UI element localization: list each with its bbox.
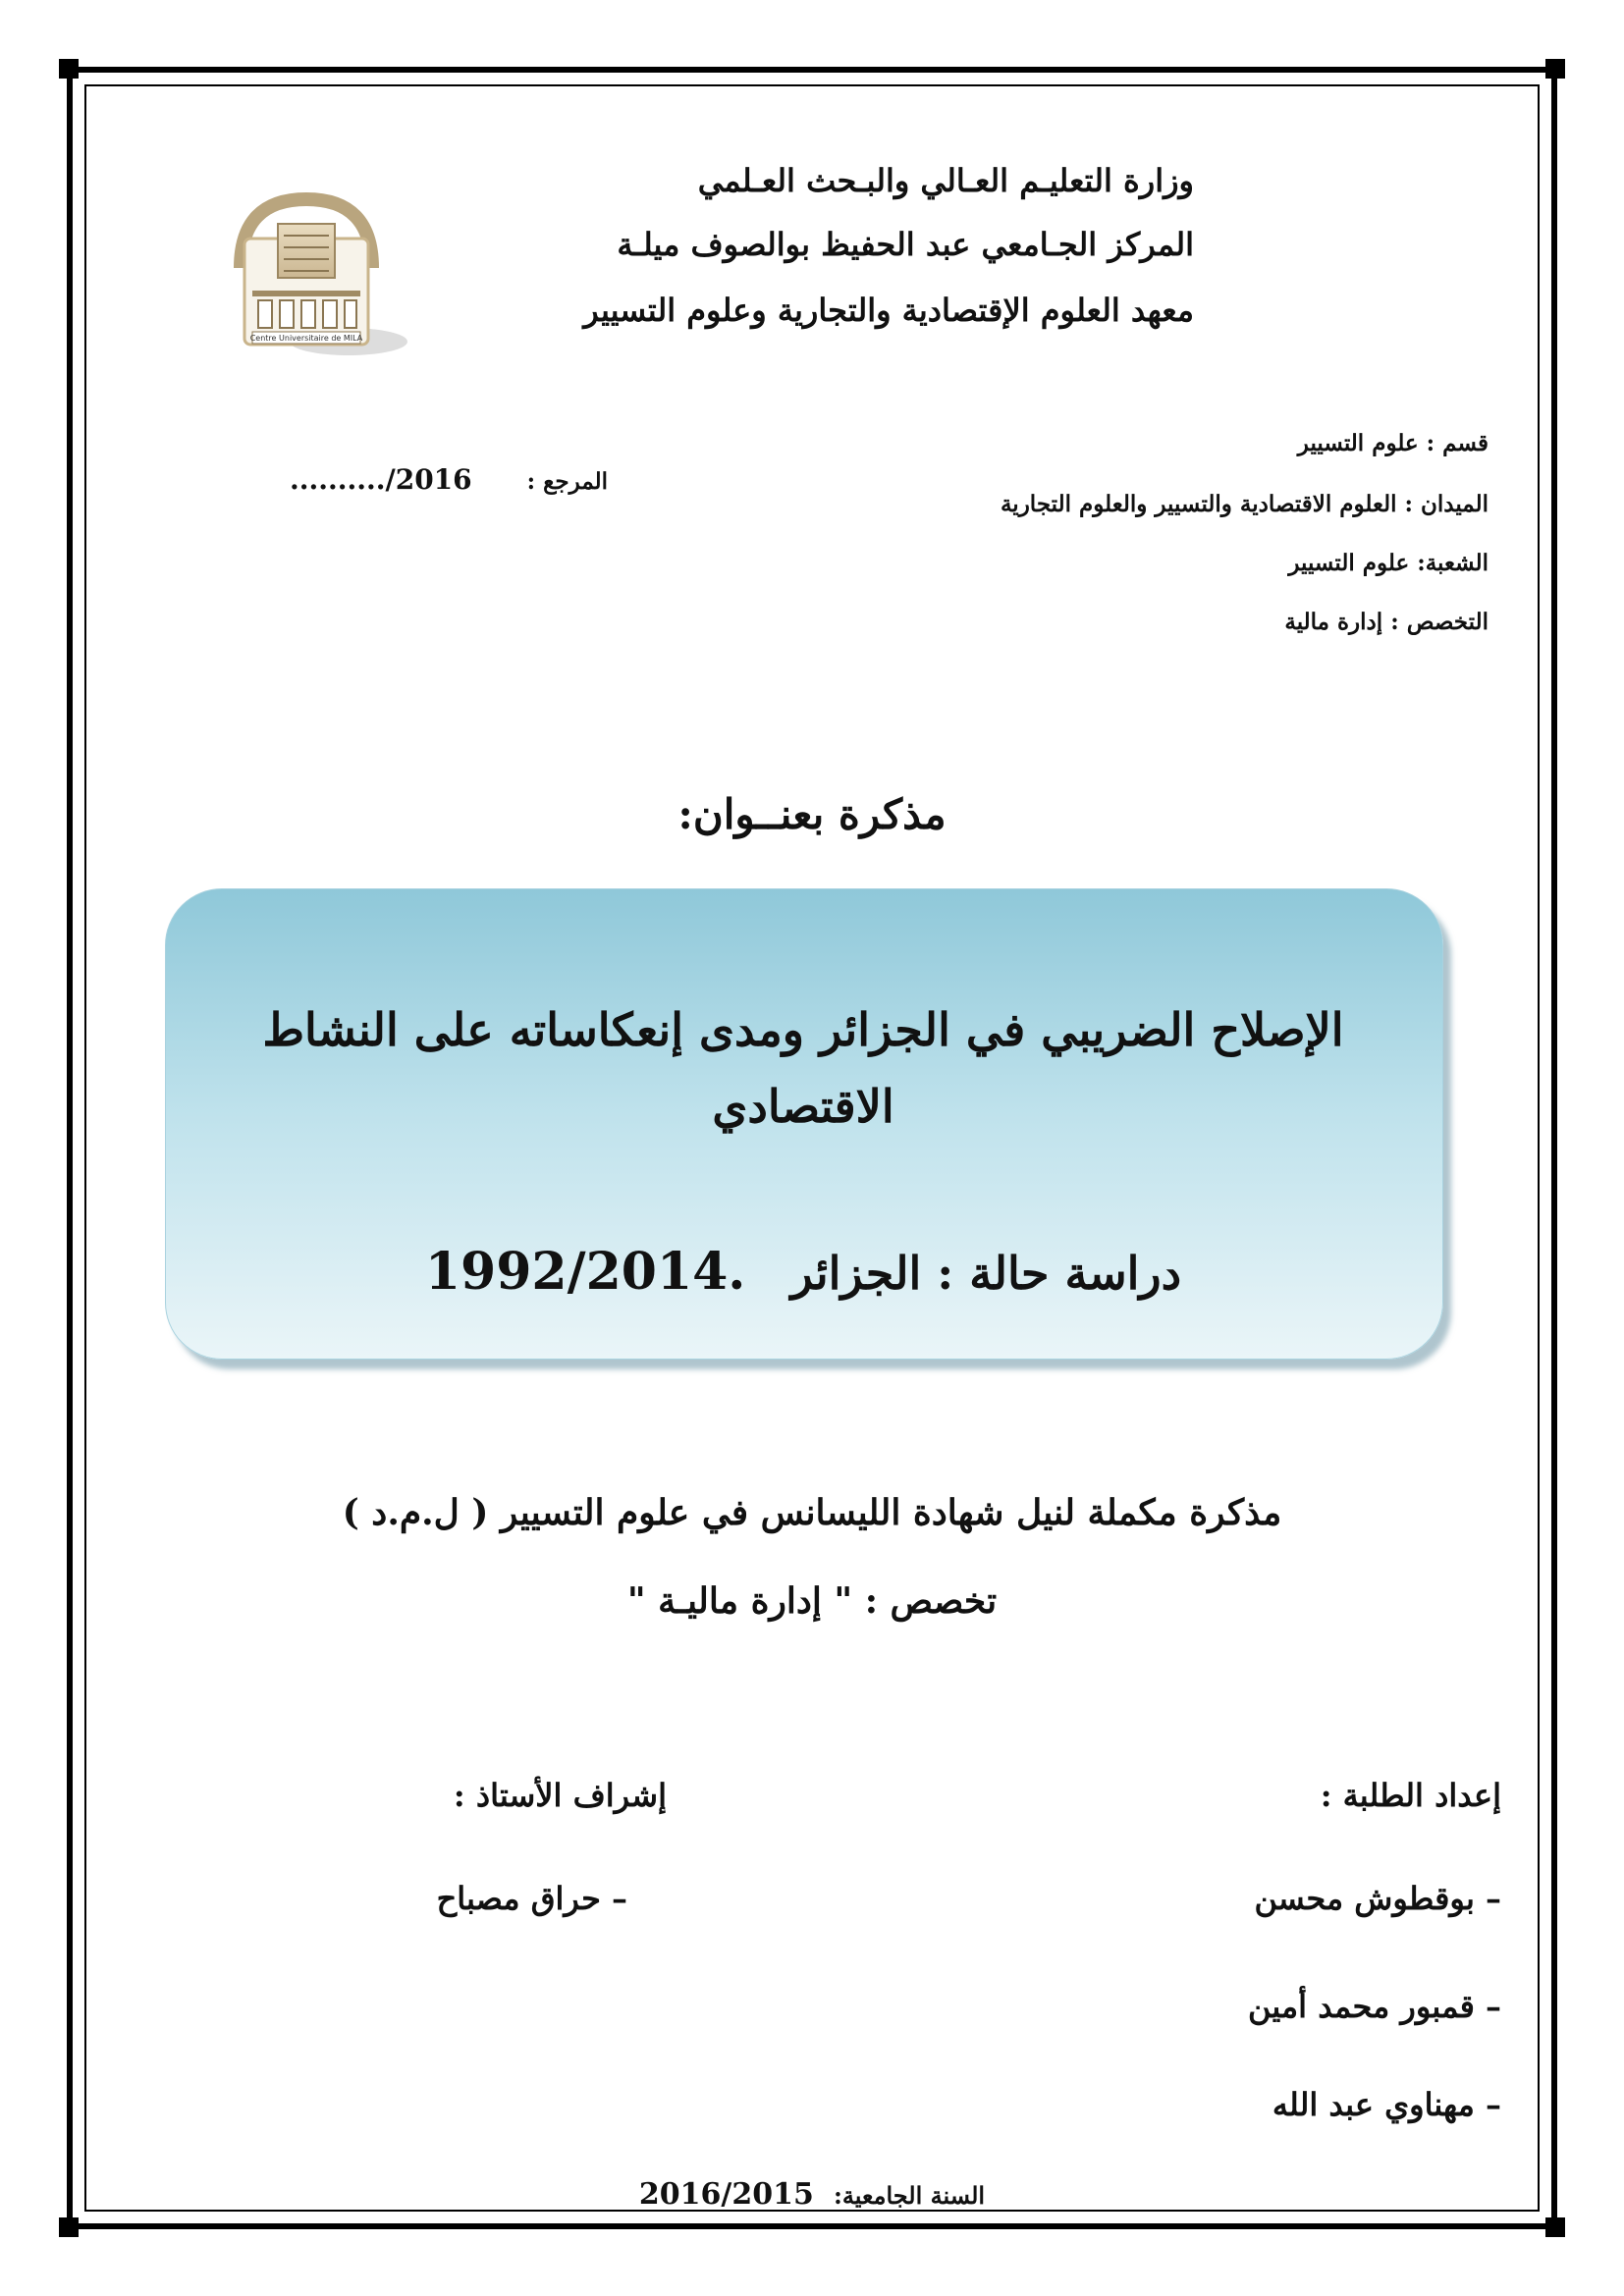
border-corner-bottom-left [59,2217,79,2237]
academic-year [0,2177,1624,2212]
supervisor-label: إشراف الأستاذ : [453,1777,667,1814]
case-study-years: 1992/2014. [424,1242,746,1302]
student-name-3: – مهناوي عبد الله [1272,2086,1501,2123]
border-corner-bottom-right [1545,2217,1565,2237]
degree-line: مذكرة مكملة لنيل شهادة الليسانس في علوم التسيير ( ل.م.د ) [342,1492,1282,1533]
border-corner-top-right [1545,59,1565,79]
memo-heading: مذكرة بعنــوان: [677,790,947,838]
case-study-label: دراسة حالة : الجزائر [790,1247,1182,1300]
logo-caption: Centre Universitaire de MILA [249,334,363,343]
supervisor-name: – حراق مصباح [436,1880,627,1917]
academic-year-value: 2016/2015 [638,2177,814,2212]
academic-year-label: السنة الجامعية: [834,2181,986,2210]
specialization-line: تخصص : " إدارة ماليـة " [626,1580,998,1622]
student-name-2: – قمبور محمد أمين [1248,1988,1501,2025]
department-line: قسم : علوم التسيير [1297,430,1489,456]
case-study-line [165,1242,1441,1302]
reference [290,463,608,496]
reference-label: المرجع : [526,468,609,495]
university-center-name: المركز الجـامعي عبد الحفيظ بوالصوف ميلـة [617,226,1194,263]
institute-name: معهد العلوم الإقتصادية والتجارية وعلوم التسيير [583,292,1194,329]
students-label: إعداد الطلبة : [1320,1777,1501,1814]
university-logo [201,185,412,366]
border-corner-top-left [59,59,79,79]
specialty-line: التخصص : إدارة مالية [1284,609,1489,635]
branch-line: الشعبة: علوم التسيير [1288,550,1489,576]
thesis-title-line1: الإصلاح الضريبي في الجزائر ومدى إنعكاساته على النشاط [262,1003,1344,1056]
reference-value: ........../2016 [290,463,472,496]
field-line: الميدان : العلوم الاقتصادية والتسيير والعلوم التجارية [1000,491,1489,517]
thesis-title-line2: الاقتصادي [712,1080,894,1133]
student-name-1: – بوقطوش محسن [1254,1880,1501,1917]
ministry-name: وزارة التعليـم العـالي والبـحث العـلمي [697,162,1194,199]
